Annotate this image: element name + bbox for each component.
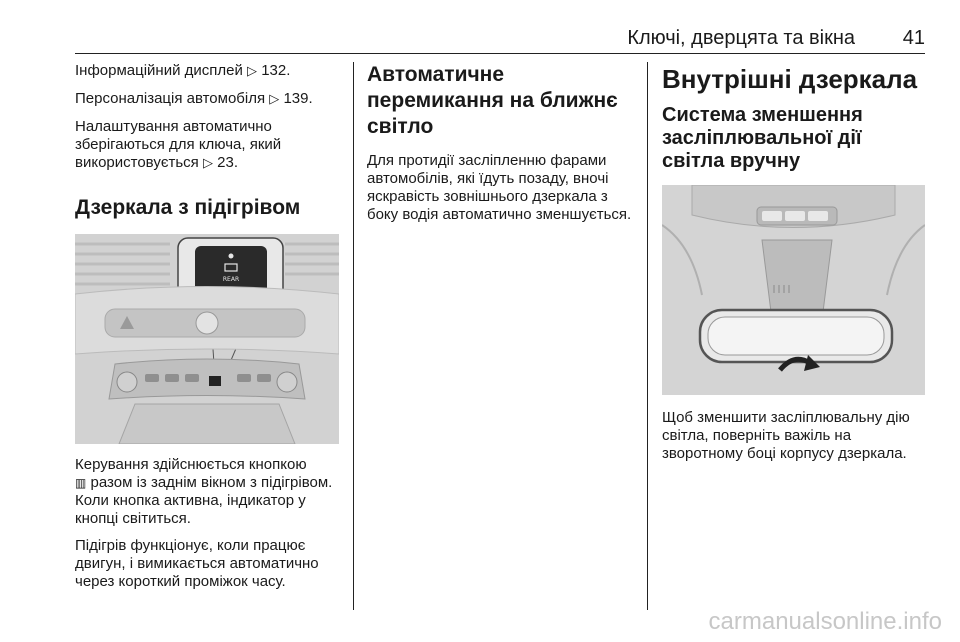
header-rule [75, 53, 925, 54]
interior-mirror-figure [662, 185, 925, 395]
page-number: 41 [902, 27, 925, 49]
section-heading: Внутрішні дзеркала [662, 64, 918, 94]
column-left [75, 62, 341, 600]
paragraph: Щоб зменшити засліплювальну дію світла, поверніть важіль на зворотному боці корпусу дзеркала. [662, 409, 910, 462]
page-title: Ключі, дверцята та вікна [627, 27, 855, 49]
ref-line: Персоналізація автомобіля ▷ 139. [75, 90, 313, 107]
watermark: carmanualsonline.info [708, 608, 942, 635]
paragraph: Для протидії засліпленню фарами автомобілів, які їдуть позаду, вночі яскравість зовнішнього дзеркала з боку водія автоматично зменшується. [367, 152, 632, 223]
paragraph: Налаштування автоматично зберігаються для ключа, який використовується ▷ 23. [75, 118, 282, 171]
rear-button-label: REAR [222, 276, 240, 283]
ref-line: Інформаційний дисплей ▷ 132. [75, 62, 291, 79]
paragraph: Підігрів функціонує, коли працює двигун, і вимикається автоматично через короткий проміжок часу. [75, 537, 319, 590]
cross-ref-icon: ▷ [269, 92, 280, 107]
heated-mirror-button-figure [75, 234, 339, 444]
cross-ref-icon: ▷ [247, 64, 258, 79]
column-divider [353, 62, 354, 610]
column-divider [647, 62, 648, 610]
section-heading: Автоматичне перемикання на ближнє світло [367, 63, 618, 138]
page-header [75, 0, 925, 50]
section-heading: Дзеркала з підігрівом [75, 196, 301, 219]
paragraph: Керування здійснюється кнопкою ▥ разом із заднім вікном з підігрівом. Коли кнопка активна, індикатор у кнопці світиться. [75, 456, 333, 527]
rear-window-heat-icon: ▥ [75, 476, 87, 490]
cross-ref-icon: ▷ [202, 156, 213, 171]
subsection-heading: Система зменшення засліплювальної дії світла вручну [662, 104, 863, 172]
column-right [662, 62, 927, 472]
column-middle [367, 62, 637, 233]
